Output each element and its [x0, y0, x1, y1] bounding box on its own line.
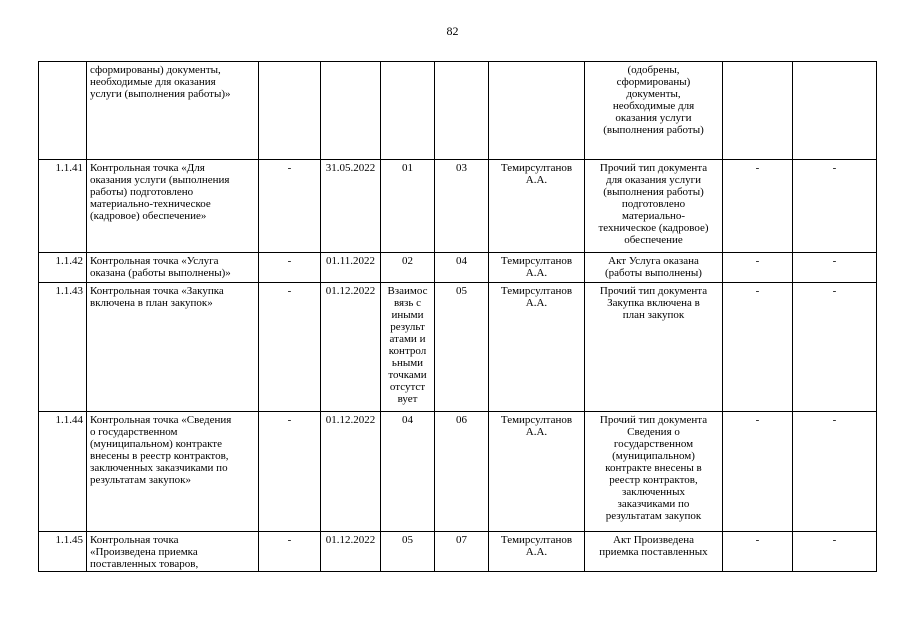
table-row-continuation: [39, 62, 877, 160]
cell-document: Прочий тип документа Закупка включена в план закупок: [585, 283, 723, 412]
cell-responsible: Темирсултанов А.А.: [489, 253, 585, 283]
cell-name: Контрольная точка «Произведена приемка поставленных товаров,: [87, 532, 259, 572]
cell-col10: -: [793, 253, 877, 283]
cell-col9: -: [723, 532, 793, 572]
cell-num: 1.1.45: [39, 532, 87, 572]
table-row: [39, 532, 877, 572]
cell-prev: 02: [381, 253, 435, 283]
cell-document: Прочий тип документа Сведения о государственном (муниципальном) контракте внесены в реестр контрактов, заключенных заказчиками по результатам закупок: [585, 412, 723, 532]
cell-responsible: Темирсултанов А.А.: [489, 160, 585, 253]
cell-prev: 05: [381, 532, 435, 572]
cell-end: 01.12.2022: [321, 412, 381, 532]
cell-next: 03: [435, 160, 489, 253]
cell-prev: Взаимос вязь с иными результ атами и контрол ьными точками отсутст вует: [381, 283, 435, 412]
cell-responsible: Темирсултанов А.А.: [489, 283, 585, 412]
cell-next: [435, 62, 489, 160]
cell-col10: -: [793, 283, 877, 412]
page-number: 82: [446, 24, 459, 38]
cell-responsible: Темирсултанов А.А.: [489, 412, 585, 532]
cell-num: 1.1.41: [39, 160, 87, 253]
control-points-table: [38, 61, 877, 572]
cell-next: 07: [435, 532, 489, 572]
cell-end: 31.05.2022: [321, 160, 381, 253]
cell-num: [39, 62, 87, 160]
cell-start: -: [259, 532, 321, 572]
cell-col9: -: [723, 160, 793, 253]
cell-num: 1.1.43: [39, 283, 87, 412]
table-row: [39, 160, 877, 253]
cell-num: 1.1.42: [39, 253, 87, 283]
table-row: [39, 253, 877, 283]
cell-start: -: [259, 283, 321, 412]
table-row: [39, 412, 877, 532]
cell-prev: 04: [381, 412, 435, 532]
cell-start: -: [259, 160, 321, 253]
cell-start: [259, 62, 321, 160]
cell-responsible: [489, 62, 585, 160]
cell-document: Акт Произведена приемка поставленных: [585, 532, 723, 572]
cell-prev: 01: [381, 160, 435, 253]
cell-name: сформированы) документы, необходимые для оказания услуги (выполнения работы)»: [87, 62, 259, 160]
cell-prev: [381, 62, 435, 160]
cell-col9: -: [723, 412, 793, 532]
cell-col9: [723, 62, 793, 160]
cell-responsible: Темирсултанов А.А.: [489, 532, 585, 572]
cell-num: 1.1.44: [39, 412, 87, 532]
cell-name: Контрольная точка «Для оказания услуги (выполнения работы) подготовлено материально-техническое (кадровое) обеспечение»: [87, 160, 259, 253]
cell-col10: -: [793, 160, 877, 253]
cell-name: Контрольная точка «Закупка включена в план закупок»: [87, 283, 259, 412]
cell-document: (одобрены, сформированы) документы, необходимые для оказания услуги (выполнения работы): [585, 62, 723, 160]
cell-name: Контрольная точка «Сведения о государственном (муниципальном) контракте внесены в реестр контрактов, заключенных заказчиками по результатам закупок»: [87, 412, 259, 532]
cell-document: Прочий тип документа для оказания услуги (выполнения работы) подготовлено материально- техническое (кадровое) обеспечение: [585, 160, 723, 253]
cell-col10: [793, 62, 877, 160]
cell-col10: -: [793, 532, 877, 572]
cell-end: [321, 62, 381, 160]
cell-end: 01.11.2022: [321, 253, 381, 283]
cell-name: Контрольная точка «Услуга оказана (работы выполнены)»: [87, 253, 259, 283]
cell-start: -: [259, 253, 321, 283]
table-row: [39, 283, 877, 412]
cell-col9: -: [723, 283, 793, 412]
cell-document: Акт Услуга оказана (работы выполнены): [585, 253, 723, 283]
cell-col10: -: [793, 412, 877, 532]
cell-next: 05: [435, 283, 489, 412]
cell-end: 01.12.2022: [321, 283, 381, 412]
cell-end: 01.12.2022: [321, 532, 381, 572]
cell-next: 04: [435, 253, 489, 283]
cell-start: -: [259, 412, 321, 532]
cell-col9: -: [723, 253, 793, 283]
cell-next: 06: [435, 412, 489, 532]
